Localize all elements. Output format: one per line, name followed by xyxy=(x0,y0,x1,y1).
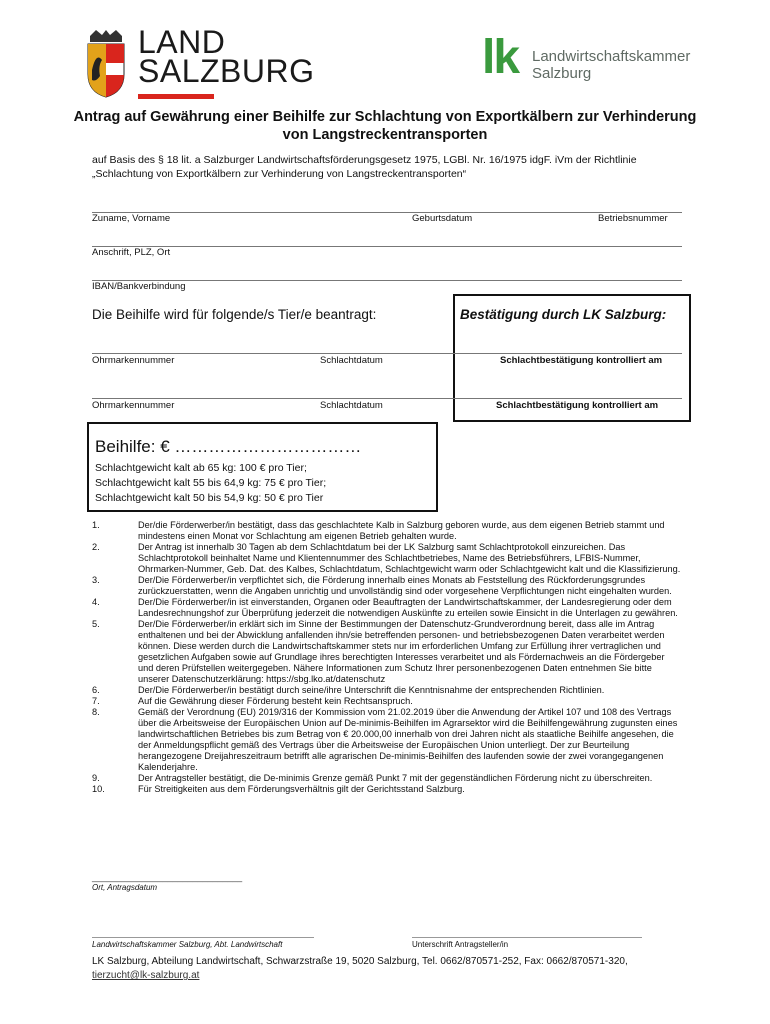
address-line[interactable] xyxy=(92,246,682,247)
list-item xyxy=(92,707,682,773)
list-item xyxy=(92,784,682,795)
item-number: 9. xyxy=(92,773,100,783)
farm-number-label: Betriebsnummer xyxy=(598,213,668,224)
place-date-line[interactable]: ______________________________ xyxy=(92,872,243,882)
salzburg-label: SALZBURG xyxy=(138,53,315,89)
item-text: Der/Die Förderwerber/in bestätigt durch seine/ihre Unterschrift die Kenntnisnahme der entsprechenden Richtlinien. xyxy=(138,685,605,695)
item-text: Der Antragsteller bestätigt, die De-minimis Grenze gemäß Punkt 7 mit der gegenständlichen Förderung nicht zu überschreiten. xyxy=(138,773,653,783)
lk-signature-line[interactable] xyxy=(92,937,314,938)
iban-label: IBAN/Bankverbindung xyxy=(92,281,186,292)
list-item xyxy=(92,542,682,575)
lk-wordmark xyxy=(532,48,690,82)
slaughter-date-label: Schlachtdatum xyxy=(320,400,383,411)
item-text: Der/Die Förderwerber/in verpflichtet sich, die Förderung innerhalb eines Monats ab Feststellung des Rückforderungsgrundes zurückzuerstatten, wenn die Angaben unrichtig und unvollständig sind oder vorgesehene Verpflichtungen nicht eingehalten wurden. xyxy=(138,575,672,596)
item-text: Der Antrag ist innerhalb 30 Tagen ab dem Schlachtdatum bei der LK Salzburg samt Schlachtprotokoll einzureichen. Das Schlachtprotokoll beinhaltet Name und Klientennummer des Schlachtbetriebes, Name des Betriebsführers, LFBIS-Nummer, Ohrmarken-Nummer, Geb. Dat. des Kalbes, Schlachtdatum, Schlachtgewicht warm oder Schlachtgewicht kalt und die Klassifizierung. xyxy=(138,542,681,574)
rate-line: Schlachtgewicht kalt ab 65 kg: 100 € pro Tier; xyxy=(95,462,307,474)
lk-mark: lk xyxy=(482,31,519,84)
item-number: 7. xyxy=(92,696,100,706)
item-text: Für Streitigkeiten aus dem Förderungsverhältnis gilt der Gerichtsstand Salzburg. xyxy=(138,784,465,794)
list-item xyxy=(92,773,682,784)
slaughter-check-label: Schlachtbestätigung kontrolliert am xyxy=(500,355,663,366)
list-item xyxy=(92,520,682,542)
ear-tag-label: Ohrmarkennummer xyxy=(92,400,175,411)
animal-row-line[interactable] xyxy=(92,353,682,354)
list-item xyxy=(92,619,682,685)
place-date-label: Ort, Antragsdatum xyxy=(92,883,158,892)
list-item xyxy=(92,685,682,696)
name-line[interactable] xyxy=(92,212,682,213)
item-number: 2. xyxy=(92,542,100,552)
rate-line: Schlachtgewicht kalt 50 bis 54,9 kg: 50 € pro Tier xyxy=(95,492,324,504)
footer-address: LK Salzburg, Abteilung Landwirtschaft, Schwarzstraße 19, 5020 Salzburg, Tel. 0662/870571-252, Fax: 0662/870571-320, xyxy=(92,956,628,967)
applicant-signature-line[interactable] xyxy=(412,937,642,938)
item-number: 6. xyxy=(92,685,100,695)
page-title: Antrag auf Gewährung einer Beihilfe zur Schlachtung von Exportkälbern zur Verhinderung von Langstreckentransporten xyxy=(73,109,697,143)
conditions-list xyxy=(92,520,682,795)
item-text: Der/Die Förderwerber/in ist einverstanden, Organen oder Beauftragten der Landwirtschaftskammer, der Landesregierung oder dem Landesrechnungshof zur Überprüfung jederzeit die notwendigen Auskünfte zu erteilen sowie Einsicht in die Unterlagen zu gewähren. xyxy=(138,597,678,618)
footer xyxy=(92,955,682,983)
item-text: Der/Die Förderwerber/in erklärt sich im Sinne der Bestimmungen der Datenschutz-Grundverordnung bereit, dass alle im Antrag enthaltenen und bei der Abwicklung anfallenden ihn/sie betreffenden personen- und betriebsbezogenen Daten verarbeitet werden können. Diese werden durch die Landwirtschaftskammer stets nur im erforderlichen Umfang zur Erfüllung ihrer vertraglichen und gesetzlichen Aufgaben sowie auf Grundlage ihres berechtigten Interesses verarbeitet und als Fördernachweis an die Fördergeber und deren Prüfstellen weitergegeben. Nähere Informationen zum Schutz Ihrer personenbezogenen Daten entnehmen Sie bitte unserer Datenschutzerklärung: https://sbg.lko.at/datenschutz xyxy=(138,619,665,684)
applicant-signature-label: Unterschrift Antragsteller/in xyxy=(412,940,509,949)
list-item xyxy=(92,575,682,597)
land-red-bar xyxy=(138,94,214,99)
footer-email-link[interactable]: tierzucht@lk-salzburg.at xyxy=(92,970,200,981)
item-number: 4. xyxy=(92,597,100,607)
lk-signature-label: Landwirtschaftskammer Salzburg, Abt. Landwirtschaft xyxy=(92,940,283,949)
land-salzburg-wordmark xyxy=(138,24,315,89)
item-number: 10. xyxy=(92,784,105,794)
ear-tag-label: Ohrmarkennummer xyxy=(92,355,175,366)
list-item xyxy=(92,597,682,619)
confirmation-heading: Bestätigung durch LK Salzburg: xyxy=(460,307,667,322)
beihilfe-amount[interactable]: Beihilfe: € …………………………… xyxy=(95,437,362,456)
request-heading: Die Beihilfe wird für folgende/s Tier/e beantragt: xyxy=(92,307,377,322)
birthdate-label: Geburtsdatum xyxy=(412,213,473,224)
animal-row-line[interactable] xyxy=(92,398,682,399)
lk-line1: Landwirtschaftskammer xyxy=(532,48,691,65)
intro-text: auf Basis des § 18 lit. a Salzburger Landwirtschaftsförderungsgesetz 1975, LGBl. Nr. 16/1975 idgF. iVm der Richtlinie „Schlachtung von Exportkälbern zur Verhinderung von Langstreckentransporten“ xyxy=(92,154,637,180)
land-label: LAND xyxy=(138,24,226,60)
item-number: 3. xyxy=(92,575,100,585)
item-number: 5. xyxy=(92,619,100,629)
coat-of-arms-icon xyxy=(84,30,128,98)
slaughter-date-label: Schlachtdatum xyxy=(320,355,383,366)
item-text: Gemäß der Verordnung (EU) 2019/316 der Kommission vom 21.02.2019 über die Anwendung der Artikel 107 und 108 des Vertrags über die Arbeitsweise der Europäischen Union auf De-minimis-Beihilfen im Agrarsektor wird die Beihilfengewährung zugunsten eines landwirtschaftlichen Betriebes bis zum Betrag von € 20.000,00 innerhalb von drei Jahren nicht als staatliche Beihilfe angesehen, die der Anmeldungspflicht gemäß des Vertrags über die Arbeitsweise der Europäischen Union unterliegt. Der zur Beurteilung herangezogene Dreijahreszeitraum betrifft alle agrarischen De-minimis-Beihilfen des laufenden sowie der zwei vorangegangenen Kalenderjahre. xyxy=(138,707,678,772)
item-text: Auf die Gewährung dieser Förderung besteht kein Rechtsanspruch. xyxy=(138,696,413,706)
land-salzburg-logo xyxy=(84,30,128,98)
item-text: Der/die Förderwerber/in bestätigt, dass das geschlachtete Kalb in Salzburg geboren wurde, aus dem eigenen Betrieb stammt und mindestens einen Monat vor Schlachtung am eigenen Betrieb gehalten wurde. xyxy=(138,520,665,541)
slaughter-check-label: Schlachtbestätigung kontrolliert am xyxy=(496,400,659,411)
list-item xyxy=(92,696,682,707)
lk-line2: Salzburg xyxy=(532,65,592,82)
address-label: Anschrift, PLZ, Ort xyxy=(92,247,171,258)
lk-logo xyxy=(482,31,519,84)
item-number: 8. xyxy=(92,707,100,717)
name-label: Zuname, Vorname xyxy=(92,213,171,224)
item-number: 1. xyxy=(92,520,100,530)
rate-line: Schlachtgewicht kalt 55 bis 64,9 kg: 75 € pro Tier; xyxy=(95,477,327,489)
